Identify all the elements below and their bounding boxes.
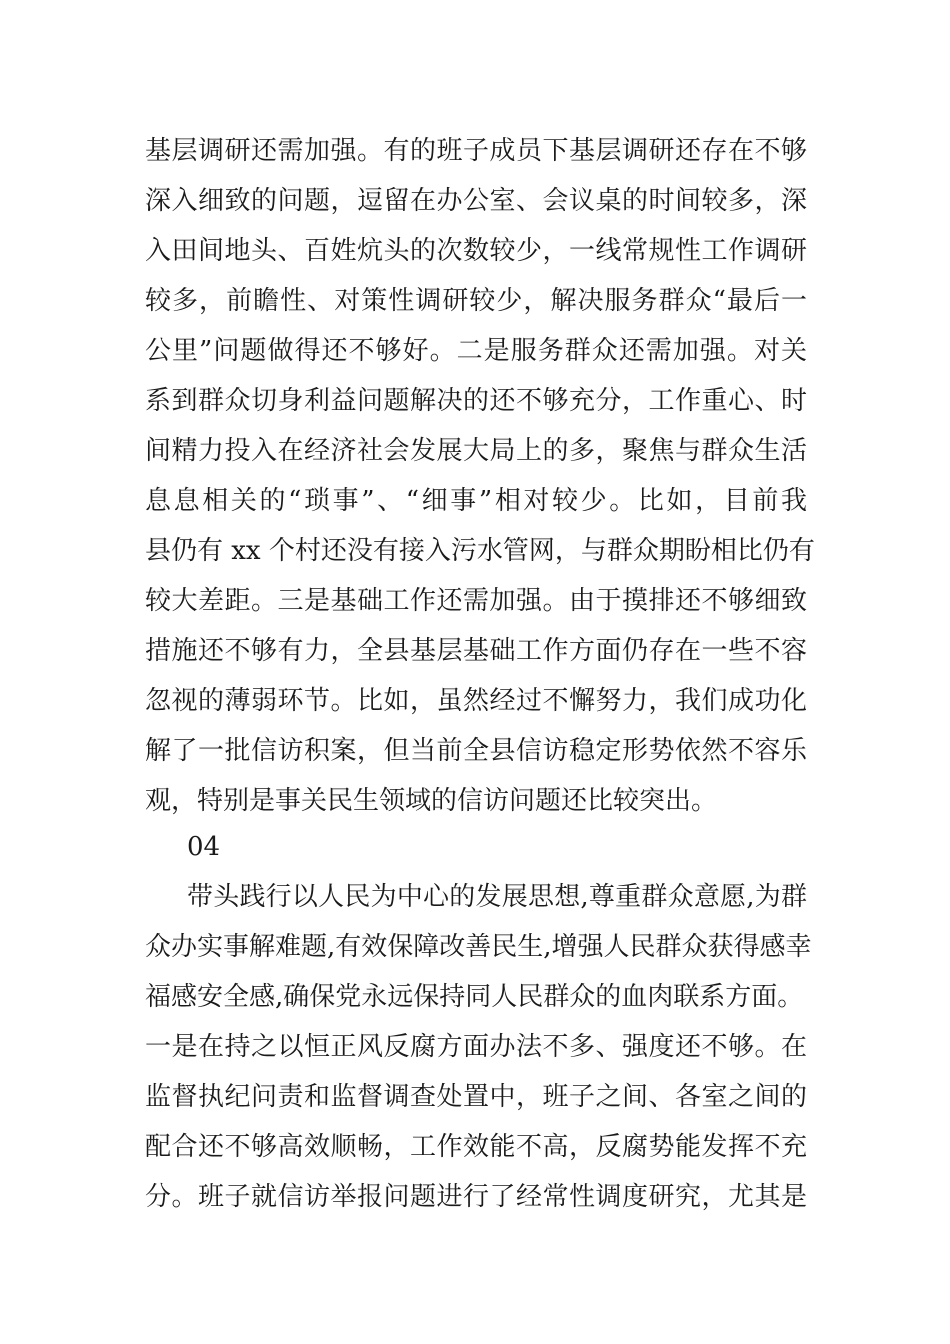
paragraph-line: 一是在持之以恒正风反腐方面办法不多、强度还不够。在 <box>145 1032 807 1062</box>
paragraph-line: 解了一批信访积案，但当前全县信访稳定形势依然不容乐 <box>145 736 807 766</box>
paragraph-line: 观，特别是事关民生领域的信访问题还比较突出。 <box>145 786 718 816</box>
paragraph-line: 忽视的薄弱环节。比如，虽然经过不懈努力，我们成功化 <box>145 686 807 716</box>
paragraph-line: 众办实事解难题,有效保障改善民生,增强人民群众获得感幸 <box>145 932 812 962</box>
paragraph-line: 措施还不够有力，全县基层基础工作方面仍存在一些不容 <box>145 636 807 666</box>
paragraph-line: 配合还不够高效顺畅，工作效能不高，反腐势能发挥不充 <box>145 1132 807 1162</box>
paragraph-line: 深入细致的问题，逗留在办公室、会议桌的时间较多，深 <box>145 186 807 216</box>
paragraph-line: 基层调研还需加强。有的班子成员下基层调研还存在不够 <box>145 136 807 166</box>
paragraph-line: 间精力投入在经济社会发展大局上的多，聚焦与群众生活 <box>145 436 807 466</box>
paragraph-line: 较多，前瞻性、对策性调研较少，解决服务群众“最后一 <box>145 286 807 316</box>
paragraph-line: 公里”问题做得还不够好。二是服务群众还需加强。对关 <box>145 336 807 366</box>
paragraph-line: 分。班子就信访举报问题进行了经常性调度研究，尤其是 <box>145 1182 807 1212</box>
paragraph-line: 监督执纪问责和监督调查处置中，班子之间、各室之间的 <box>145 1082 807 1112</box>
paragraph-line: 县仍有 xx 个村还没有接入污水管网，与群众期盼相比仍有 <box>145 536 815 566</box>
paragraph-line: 较大差距。三是基础工作还需加强。由于摸排还不够细致 <box>145 586 807 616</box>
paragraph-line: 入田间地头、百姓炕头的次数较少，一线常规性工作调研 <box>145 236 807 266</box>
section-heading: 04 <box>187 832 221 862</box>
paragraph-line: 福感安全感,确保党永远保持同人民群众的血肉联系方面。 <box>145 982 804 1012</box>
paragraph-line: 带头践行以人民为中心的发展思想,尊重群众意愿,为群 <box>187 882 807 912</box>
paragraph-line: 系到群众切身利益问题解决的还不够充分，工作重心、时 <box>145 386 807 416</box>
paragraph-line: 息息相关的“琐事”、“细事”相对较少。比如，目前我 <box>145 486 807 516</box>
